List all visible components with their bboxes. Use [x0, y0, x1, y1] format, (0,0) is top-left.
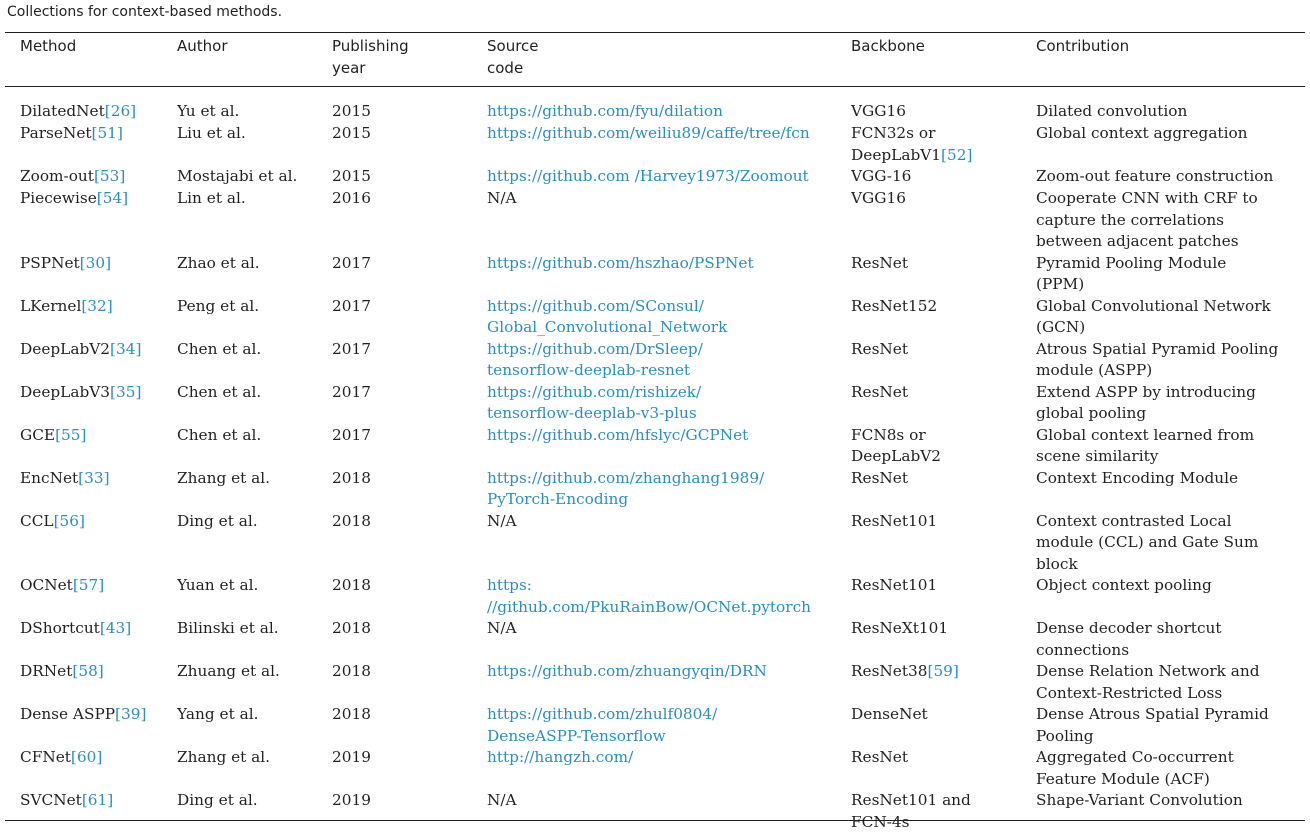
contribution-line: Extend ASPP by introducing: [1036, 382, 1303, 404]
method-name: DeepLabV2: [20, 340, 110, 358]
year-cell: 2017: [332, 425, 487, 468]
backbone-text: ResNet101 and: [851, 791, 971, 809]
source-link[interactable]: https://github.com/DrSleep/: [487, 339, 851, 361]
table-caption: Collections for context-based methods.: [7, 4, 282, 20]
author-cell: Zhang et al.: [177, 747, 332, 790]
contribution-line: Context-Restricted Loss: [1036, 683, 1303, 705]
source-cell: [487, 339, 851, 382]
source-link[interactable]: https://github.com /Harvey1973/Zoomout: [487, 166, 851, 188]
citation-link[interactable]: [35]: [110, 383, 141, 401]
table-row: [7, 86, 1303, 123]
year-cell: 2017: [332, 296, 487, 339]
table-row: [7, 296, 1303, 339]
backbone-line: [851, 575, 1036, 597]
source-link[interactable]: tensorflow-deeplab-v3-plus: [487, 403, 851, 425]
contribution-cell: [1036, 382, 1303, 425]
backbone-text: FCN32s or: [851, 124, 935, 142]
citation-link[interactable]: [61]: [82, 791, 113, 809]
header-line: Author: [177, 36, 332, 58]
source-link[interactable]: Global_Convolutional_Network: [487, 317, 851, 339]
table-row: [7, 618, 1303, 661]
author-cell: Zhang et al.: [177, 468, 332, 511]
contribution-cell: [1036, 166, 1303, 188]
method-cell: [7, 468, 177, 511]
backbone-cell: [851, 575, 1036, 618]
year-cell: 2019: [332, 790, 487, 833]
citation-link[interactable]: [33]: [78, 469, 109, 487]
method-cell: [7, 382, 177, 425]
contribution-line: global pooling: [1036, 403, 1303, 425]
source-link[interactable]: https://github.com/zhuangyqin/DRN: [487, 661, 851, 683]
method-name: DeepLabV3: [20, 383, 110, 401]
source-na: N/A: [487, 618, 851, 640]
backbone-line: [851, 790, 1036, 812]
method-name: CCL: [20, 512, 54, 530]
table-row: [7, 704, 1303, 747]
contribution-line: Pooling: [1036, 726, 1303, 748]
backbone-cell: [851, 704, 1036, 747]
header-author: [177, 36, 332, 86]
table-row: [7, 166, 1303, 188]
backbone-line: [851, 188, 1036, 210]
method-cell: [7, 123, 177, 166]
backbone-text: ResNet: [851, 469, 908, 487]
method-cell: [7, 747, 177, 790]
backbone-line: [851, 166, 1036, 188]
year-cell: 2017: [332, 339, 487, 382]
source-link[interactable]: https://github.com/fyu/dilation: [487, 101, 851, 123]
source-link[interactable]: https://github.com/hszhao/PSPNet: [487, 253, 851, 275]
source-na: N/A: [487, 511, 851, 533]
source-link[interactable]: PyTorch-Encoding: [487, 489, 851, 511]
citation-link[interactable]: [32]: [81, 297, 112, 315]
header-year: [332, 36, 487, 86]
backbone-cell: [851, 123, 1036, 166]
author-cell: Chen et al.: [177, 382, 332, 425]
backbone-line: [851, 661, 1036, 683]
header-method: [7, 36, 177, 86]
contribution-line: Context Encoding Module: [1036, 468, 1303, 490]
source-cell: [487, 575, 851, 618]
table-row: [7, 747, 1303, 790]
contribution-line: Shape-Variant Convolution: [1036, 790, 1303, 812]
contribution-cell: [1036, 511, 1303, 576]
contribution-line: scene similarity: [1036, 446, 1303, 468]
source-link[interactable]: https://github.com/zhanghang1989/: [487, 468, 851, 490]
backbone-text: ResNet: [851, 748, 908, 766]
backbone-text: ResNet101: [851, 512, 937, 530]
citation-link[interactable]: [39]: [115, 705, 146, 723]
method-cell: [7, 511, 177, 576]
backbone-text: ResNeXt101: [851, 619, 948, 637]
author-cell: Zhuang et al.: [177, 661, 332, 704]
contribution-line: (PPM): [1036, 274, 1303, 296]
citation-link[interactable]: [30]: [80, 254, 111, 272]
contribution-line: connections: [1036, 640, 1303, 662]
source-cell: [487, 618, 851, 661]
table-row: [7, 123, 1303, 166]
method-cell: [7, 253, 177, 296]
contribution-line: block: [1036, 554, 1303, 576]
source-cell: [487, 747, 851, 790]
backbone-cell: [851, 661, 1036, 704]
contribution-line: (GCN): [1036, 317, 1303, 339]
method-name: EncNet: [20, 469, 78, 487]
source-cell: [487, 188, 851, 253]
backbone-text: ResNet38: [851, 662, 927, 680]
year-cell: 2018: [332, 468, 487, 511]
contribution-cell: [1036, 86, 1303, 123]
backbone-cell: [851, 382, 1036, 425]
header-line: Backbone: [851, 36, 1036, 58]
year-cell: 2015: [332, 86, 487, 123]
citation-link[interactable]: [59]: [927, 662, 958, 680]
backbone-text: DenseNet: [851, 705, 928, 723]
source-cell: [487, 468, 851, 511]
contribution-cell: [1036, 339, 1303, 382]
table-row: [7, 468, 1303, 511]
backbone-line: [851, 296, 1036, 318]
backbone-text: VGG16: [851, 189, 906, 207]
backbone-line: [851, 446, 1036, 468]
citation-link[interactable]: [57]: [73, 576, 104, 594]
backbone-text: FCN-4s: [851, 813, 909, 831]
table-row: [7, 511, 1303, 576]
backbone-text: VGG-16: [851, 167, 911, 185]
citation-link[interactable]: [51]: [92, 124, 123, 142]
method-name: GCE: [20, 426, 55, 444]
author-cell: Mostajabi et al.: [177, 166, 332, 188]
contribution-line: Aggregated Co-occurrent: [1036, 747, 1303, 769]
citation-link[interactable]: [52]: [941, 146, 972, 164]
year-cell: 2018: [332, 618, 487, 661]
method-name: Dense ASPP: [20, 705, 115, 723]
backbone-cell: [851, 188, 1036, 253]
methods-table: [7, 36, 1303, 833]
backbone-text: ResNet101: [851, 576, 937, 594]
header-line: year: [332, 58, 487, 80]
contribution-cell: [1036, 468, 1303, 511]
backbone-cell: [851, 253, 1036, 296]
contribution-cell: [1036, 425, 1303, 468]
method-cell: [7, 575, 177, 618]
contribution-line: Zoom-out feature construction: [1036, 166, 1303, 188]
author-cell: Zhao et al.: [177, 253, 332, 296]
method-name: ParseNet: [20, 124, 92, 142]
source-cell: [487, 704, 851, 747]
contribution-line: Global context aggregation: [1036, 123, 1303, 145]
contribution-line: Object context pooling: [1036, 575, 1303, 597]
author-cell: Liu et al.: [177, 123, 332, 166]
contribution-line: Global context learned from: [1036, 425, 1303, 447]
author-cell: Peng et al.: [177, 296, 332, 339]
method-name: SVCNet: [20, 791, 82, 809]
backbone-line: [851, 468, 1036, 490]
author-cell: Lin et al.: [177, 188, 332, 253]
table-row: [7, 575, 1303, 618]
contribution-cell: [1036, 618, 1303, 661]
method-name: DRNet: [20, 662, 72, 680]
source-cell: [487, 253, 851, 296]
backbone-cell: [851, 86, 1036, 123]
backbone-cell: [851, 296, 1036, 339]
year-cell: 2018: [332, 511, 487, 576]
citation-link[interactable]: [34]: [110, 340, 141, 358]
contribution-cell: [1036, 188, 1303, 253]
contribution-line: Dense Relation Network and: [1036, 661, 1303, 683]
header-line: Source: [487, 36, 851, 58]
backbone-text: ResNet: [851, 340, 908, 358]
backbone-cell: [851, 511, 1036, 576]
contribution-cell: [1036, 704, 1303, 747]
year-cell: 2018: [332, 704, 487, 747]
source-cell: [487, 425, 851, 468]
backbone-line: [851, 747, 1036, 769]
contribution-line: Cooperate CNN with CRF to: [1036, 188, 1303, 210]
backbone-line: [851, 618, 1036, 640]
year-cell: 2016: [332, 188, 487, 253]
citation-link[interactable]: [43]: [100, 619, 131, 637]
contribution-line: Dense Atrous Spatial Pyramid: [1036, 704, 1303, 726]
header-source: [487, 36, 851, 86]
top-rule: [5, 32, 1305, 33]
method-name: Zoom-out: [20, 167, 94, 185]
contribution-line: Global Convolutional Network: [1036, 296, 1303, 318]
table-row: [7, 425, 1303, 468]
source-link[interactable]: https://github.com/weiliu89/caffe/tree/fcn: [487, 123, 851, 145]
method-cell: [7, 86, 177, 123]
backbone-cell: [851, 166, 1036, 188]
year-cell: 2018: [332, 575, 487, 618]
citation-link[interactable]: [26]: [105, 102, 136, 120]
table-body: [7, 86, 1303, 833]
method-cell: [7, 661, 177, 704]
source-na: N/A: [487, 188, 851, 210]
backbone-text: ResNet152: [851, 297, 937, 315]
contribution-cell: [1036, 661, 1303, 704]
source-link[interactable]: //github.com/PkuRainBow/OCNet.pytorch: [487, 597, 851, 619]
header-line: Contribution: [1036, 36, 1303, 58]
author-cell: Chen et al.: [177, 425, 332, 468]
backbone-cell: [851, 468, 1036, 511]
source-cell: [487, 123, 851, 166]
source-link[interactable]: https://github.com/SConsul/: [487, 296, 851, 318]
contribution-line: Dilated convolution: [1036, 101, 1303, 123]
year-cell: 2017: [332, 382, 487, 425]
table-row: [7, 339, 1303, 382]
source-cell: [487, 86, 851, 123]
author-cell: Ding et al.: [177, 790, 332, 833]
contribution-cell: [1036, 253, 1303, 296]
year-cell: 2017: [332, 253, 487, 296]
citation-link[interactable]: [58]: [72, 662, 103, 680]
contribution-cell: [1036, 747, 1303, 790]
backbone-line: [851, 123, 1036, 145]
citation-link[interactable]: [56]: [54, 512, 85, 530]
year-cell: 2015: [332, 166, 487, 188]
backbone-line: [851, 812, 1036, 833]
year-cell: 2019: [332, 747, 487, 790]
year-cell: 2015: [332, 123, 487, 166]
backbone-line: [851, 253, 1036, 275]
method-name: DilatedNet: [20, 102, 105, 120]
method-cell: [7, 425, 177, 468]
contribution-line: module (ASPP): [1036, 360, 1303, 382]
method-cell: [7, 188, 177, 253]
method-name: CFNet: [20, 748, 71, 766]
method-name: Piecewise: [20, 189, 97, 207]
table-row: [7, 188, 1303, 253]
backbone-cell: [851, 618, 1036, 661]
contribution-line: Feature Module (ACF): [1036, 769, 1303, 791]
source-link[interactable]: https://github.com/hfslyc/GCPNet: [487, 425, 851, 447]
source-cell: [487, 296, 851, 339]
backbone-text: ResNet: [851, 254, 908, 272]
backbone-cell: [851, 339, 1036, 382]
header-row: [7, 36, 1303, 86]
backbone-cell: [851, 747, 1036, 790]
header-line: Publishing: [332, 36, 487, 58]
backbone-line: [851, 704, 1036, 726]
backbone-cell: [851, 425, 1036, 468]
source-link[interactable]: https://github.com/rishizek/: [487, 382, 851, 404]
contribution-line: capture the correlations: [1036, 210, 1303, 232]
citation-link[interactable]: [54]: [97, 189, 128, 207]
citation-link[interactable]: [60]: [71, 748, 102, 766]
contribution-line: Context contrasted Local: [1036, 511, 1303, 533]
table-row: [7, 382, 1303, 425]
method-cell: [7, 339, 177, 382]
author-cell: Yuan et al.: [177, 575, 332, 618]
contribution-cell: [1036, 296, 1303, 339]
contribution-line: module (CCL) and Gate Sum: [1036, 532, 1303, 554]
citation-link[interactable]: [55]: [55, 426, 86, 444]
method-name: PSPNet: [20, 254, 80, 272]
method-cell: [7, 704, 177, 747]
contribution-line: between adjacent patches: [1036, 231, 1303, 253]
year-cell: 2018: [332, 661, 487, 704]
backbone-text: VGG16: [851, 102, 906, 120]
backbone-line: [851, 145, 1036, 167]
author-cell: Ding et al.: [177, 511, 332, 576]
contribution-line: Atrous Spatial Pyramid Pooling: [1036, 339, 1303, 361]
source-link[interactable]: https:: [487, 575, 851, 597]
source-link[interactable]: https://github.com/zhulf0804/: [487, 704, 851, 726]
author-cell: Chen et al.: [177, 339, 332, 382]
backbone-line: [851, 382, 1036, 404]
contribution-cell: [1036, 123, 1303, 166]
source-cell: [487, 382, 851, 425]
source-link[interactable]: DenseASPP-Tensorflow: [487, 726, 851, 748]
backbone-line: [851, 511, 1036, 533]
contribution-line: Pyramid Pooling Module: [1036, 253, 1303, 275]
source-cell: [487, 661, 851, 704]
source-na: N/A: [487, 790, 851, 812]
table-row: [7, 253, 1303, 296]
citation-link[interactable]: [53]: [94, 167, 125, 185]
method-name: LKernel: [20, 297, 81, 315]
source-link[interactable]: http://hangzh.com/: [487, 747, 851, 769]
header-line: Method: [20, 36, 177, 58]
backbone-line: [851, 101, 1036, 123]
backbone-text: FCN8s or: [851, 426, 926, 444]
method-cell: [7, 166, 177, 188]
method-cell: [7, 618, 177, 661]
backbone-text: DeepLabV1: [851, 146, 941, 164]
method-cell: [7, 296, 177, 339]
author-cell: Yang et al.: [177, 704, 332, 747]
header-contribution: [1036, 36, 1303, 86]
table-row: [7, 661, 1303, 704]
method-name: OCNet: [20, 576, 73, 594]
header-backbone: [851, 36, 1036, 86]
source-cell: [487, 511, 851, 576]
backbone-line: [851, 339, 1036, 361]
backbone-text: DeepLabV2: [851, 447, 941, 465]
author-cell: Yu et al.: [177, 86, 332, 123]
author-cell: Bilinski et al.: [177, 618, 332, 661]
header-line: code: [487, 58, 851, 80]
method-name: DShortcut: [20, 619, 100, 637]
backbone-line: [851, 425, 1036, 447]
source-link[interactable]: tensorflow-deeplab-resnet: [487, 360, 851, 382]
backbone-text: ResNet: [851, 383, 908, 401]
source-cell: [487, 166, 851, 188]
contribution-cell: [1036, 575, 1303, 618]
contribution-line: Dense decoder shortcut: [1036, 618, 1303, 640]
